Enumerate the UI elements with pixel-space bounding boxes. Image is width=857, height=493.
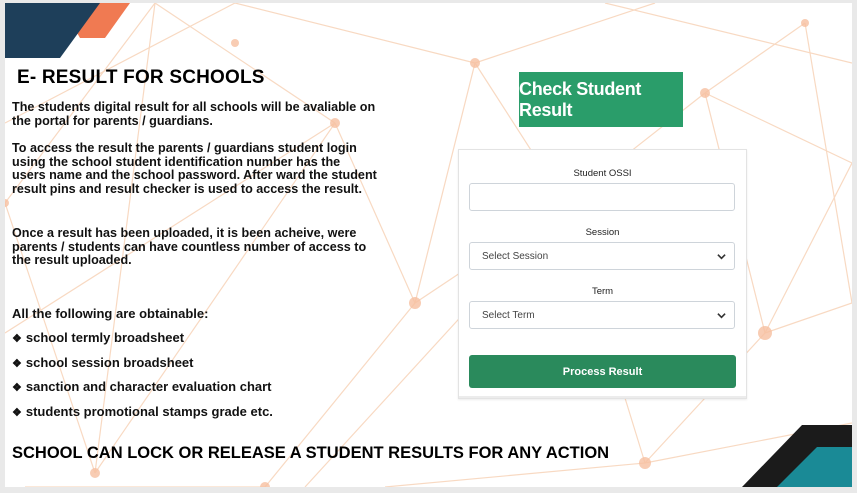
term-select-value: Select Term: [482, 309, 535, 321]
card-divider: [459, 396, 746, 398]
session-select[interactable]: [469, 242, 735, 270]
list-item: ❖ school session broadsheet: [12, 354, 194, 370]
session-select-value: Select Session: [482, 250, 549, 262]
footer-statement: SCHOOL CAN LOCK OR RELEASE A STUDENT RESULTS FOR ANY ACTION: [12, 444, 610, 462]
diamond-bullet-icon: ❖: [12, 333, 22, 345]
result-form-card: [458, 149, 747, 399]
intro-paragraph: The students digital result for all schools will be avaliable on the portal for parents / guardians.: [12, 100, 376, 128]
process-result-button[interactable]: Process Result: [469, 355, 736, 388]
term-label: Term: [591, 286, 614, 297]
obtainable-intro: All the following are obtainable:: [12, 306, 209, 321]
list-item: ❖ students promotional stamps grade etc.: [12, 403, 273, 419]
corner-decoration-bottom-right: [742, 425, 852, 487]
corner-decoration-top-left: [5, 3, 135, 63]
diamond-bullet-icon: ❖: [12, 357, 22, 370]
list-item: ❖ sanction and character evaluation chart: [12, 379, 272, 394]
ossi-label: Student OSSI: [573, 168, 632, 179]
term-select[interactable]: [469, 301, 735, 329]
slide: [5, 3, 852, 487]
diamond-bullet-icon: ❖: [12, 406, 22, 419]
check-student-result-button[interactable]: Check Student Result: [519, 72, 683, 127]
access-paragraph: To access the result the parents / guardians student login using the school student identification number has the users name and the school password. After ward the student result pins and result checker is used to access the result.: [12, 141, 377, 196]
obtainable-list: [12, 330, 273, 428]
chevron-down-icon: [717, 252, 726, 261]
chevron-down-icon: [717, 311, 726, 320]
page-title: E- RESULT FOR SCHOOLS: [17, 67, 265, 88]
list-item: ❖ school termly broadsheet: [12, 330, 185, 345]
upload-paragraph: Once a result has been uploaded, it is been acheive, were parents / students can have countless number of access to the result uploaded.: [12, 226, 367, 268]
ossi-input[interactable]: [469, 183, 735, 211]
session-label: Session: [585, 227, 620, 238]
diamond-bullet-icon: ❖: [12, 382, 22, 394]
